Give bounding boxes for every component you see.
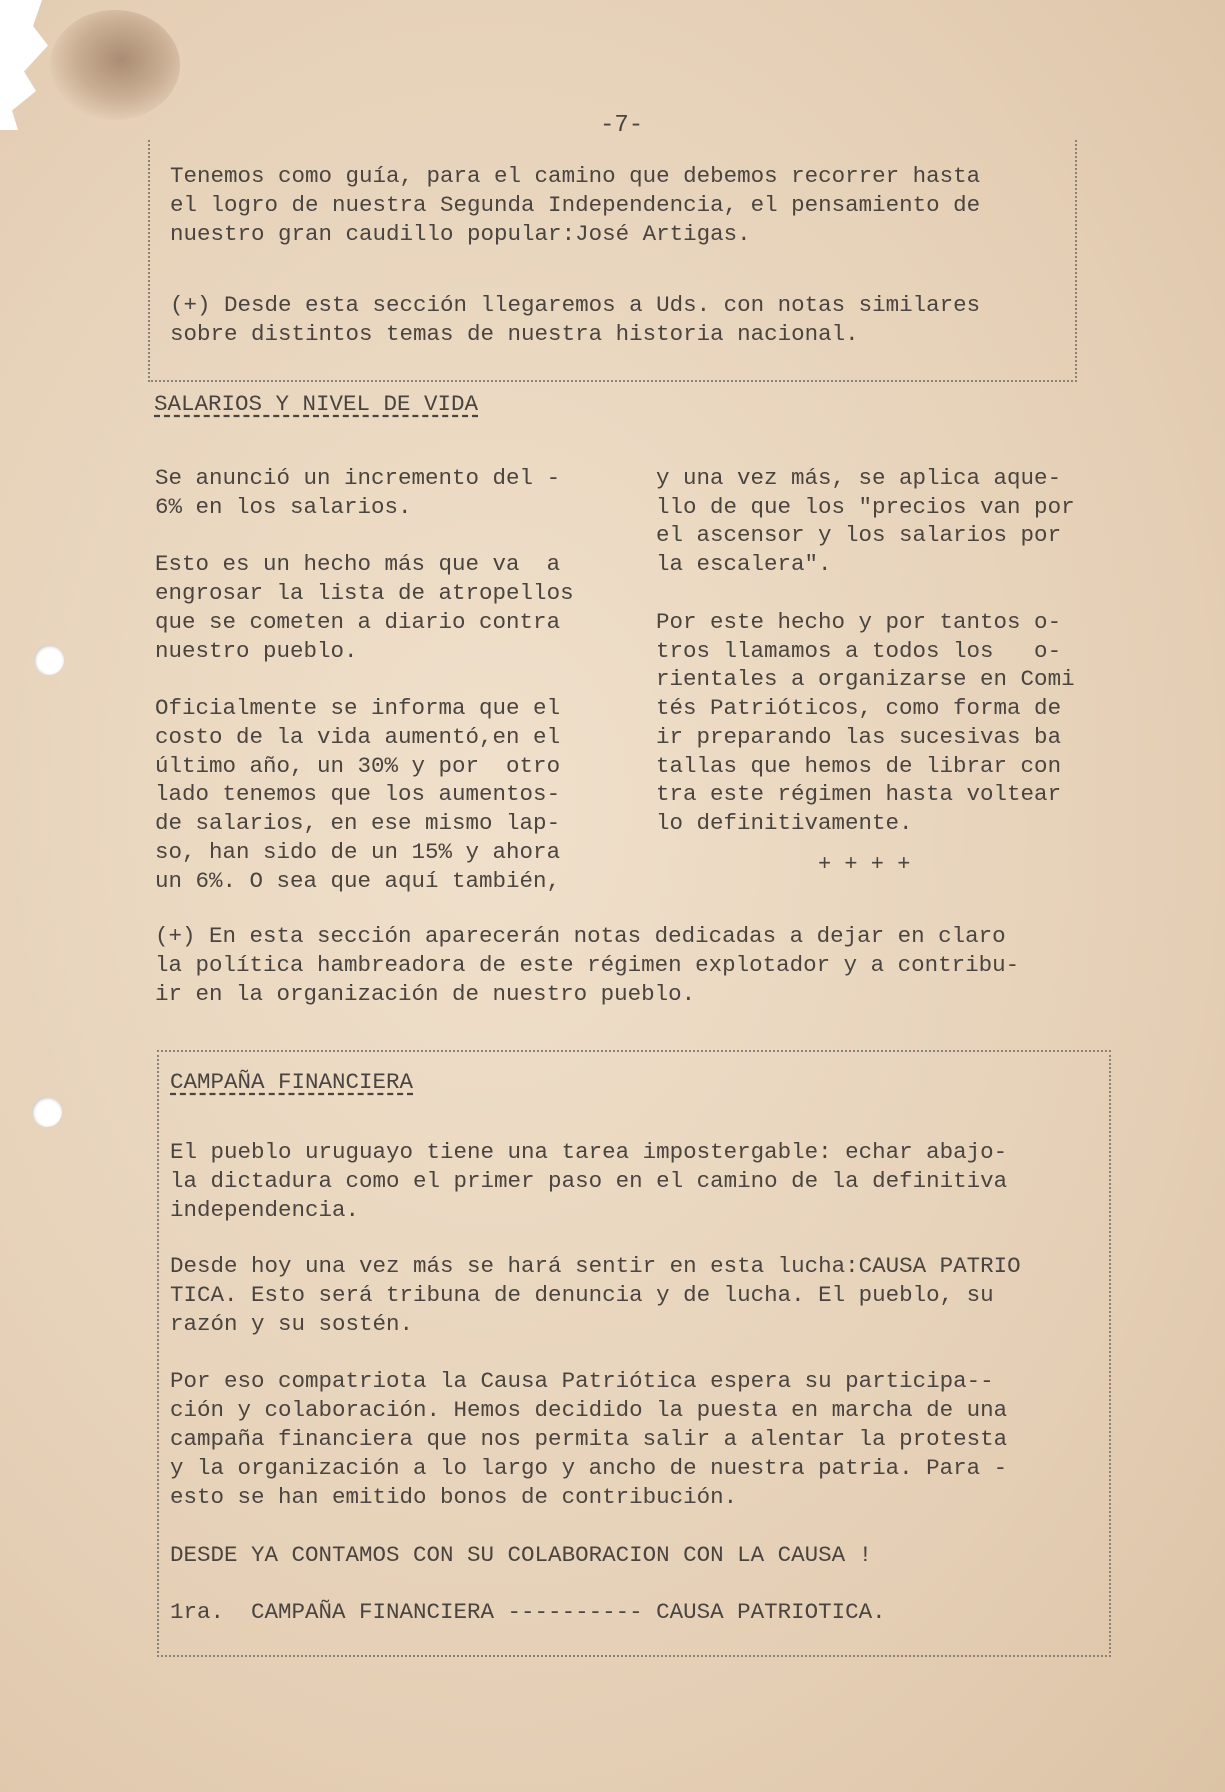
text-line: Desde hoy una vez más se hará sentir en esta lucha:CAUSA PATRIO (170, 1253, 1021, 1279)
text-line: nuestro gran caudillo popular:José Artigas. (170, 221, 751, 247)
punch-hole-lower (32, 1097, 62, 1127)
text-line: independencia. (170, 1197, 360, 1223)
text-line: sobre distintos temas de nuestra historia nacional. (170, 321, 859, 347)
text-line: razón y su sostén. (170, 1311, 414, 1337)
text-line: so, han sido de un 15% y ahora (155, 839, 561, 865)
text-line: Oficialmente se informa que el (155, 695, 561, 721)
text-line: Se anunció un incremento del - (155, 465, 561, 491)
text-line: ir preparando las sucesivas ba (656, 724, 1062, 750)
text-line: tra este régimen hasta voltear (656, 781, 1062, 807)
text-line: (+) Desde esta sección llegaremos a Uds. con notas similares (170, 292, 981, 318)
section-heading-campana: CAMPAÑA FINANCIERA (170, 1069, 414, 1095)
section-heading-salarios: SALARIOS Y NIVEL DE VIDA (154, 391, 479, 417)
text-line: El pueblo uruguayo tiene una tarea impostergable: echar abajo- (170, 1139, 1008, 1165)
text-line: costo de la vida aumentó,en el (155, 724, 561, 750)
text-line: Por este hecho y por tantos o- (656, 609, 1062, 635)
text-line: engrosar la lista de atropellos (155, 580, 574, 606)
text-line: la dictadura como el primer paso en el camino de la definitiva (170, 1168, 1008, 1194)
text-line: nuestro pueblo. (155, 638, 358, 664)
text-line: tés Patrióticos, como forma de (656, 695, 1062, 721)
text-line: último año, un 30% y por otro (155, 753, 561, 779)
text-line: de salarios, en ese mismo lap- (155, 810, 561, 836)
separator-marks: + + + + (818, 852, 911, 877)
text-line: 6% en los salarios. (155, 494, 412, 520)
text-line: la escalera". (656, 551, 832, 577)
text-line: TICA. Esto será tribuna de denuncia y de lucha. El pueblo, su (170, 1282, 994, 1308)
text-line: ción y colaboración. Hemos decidido la puesta en marcha de una (170, 1397, 1008, 1423)
text-line: lado tenemos que los aumentos- (155, 781, 561, 807)
campaign-call: DESDE YA CONTAMOS CON SU COLABORACION CON LA CAUSA ! (170, 1542, 873, 1568)
text-line: Esto es un hecho más que va a (155, 551, 561, 577)
text-line: llo de que los "precios van por (656, 494, 1075, 520)
page-number: -7- (600, 112, 644, 139)
text-line: el logro de nuestra Segunda Independencia, el pensamiento de (170, 192, 981, 218)
punch-hole-upper (34, 645, 64, 675)
text-line: campaña financiera que nos permita salir a alentar la protesta (170, 1426, 1008, 1452)
text-line: y una vez más, se aplica aque- (656, 465, 1062, 491)
text-line: lo definitivamente. (656, 810, 913, 836)
text-line: la política hambreadora de este régimen explotador y a contribu- (155, 952, 1020, 978)
text-line: tallas que hemos de librar con (656, 753, 1062, 779)
text-line: ir en la organización de nuestro pueblo. (155, 981, 696, 1007)
text-line: y la organización a lo largo y ancho de nuestra patria. Para - (170, 1455, 1008, 1481)
text-line: esto se han emitido bonos de contribución. (170, 1484, 738, 1510)
text-line: un 6%. O sea que aquí también, (155, 868, 561, 894)
campaign-closing: 1ra. CAMPAÑA FINANCIERA ---------- CAUSA PATRIOTICA. (170, 1599, 886, 1625)
text-line: (+) En esta sección aparecerán notas dedicadas a dejar en claro (155, 923, 1006, 949)
text-line: Por eso compatriota la Causa Patriótica espera su participa-- (170, 1368, 994, 1394)
text-line: el ascensor y los salarios por (656, 522, 1062, 548)
text-line: rientales a organizarse en Comi (656, 666, 1075, 692)
stain-mark (50, 10, 180, 120)
text-line: Tenemos como guía, para el camino que debemos recorrer hasta (170, 163, 981, 189)
text-line: que se cometen a diario contra (155, 609, 561, 635)
text-line: tros llamamos a todos los o- (656, 638, 1062, 664)
